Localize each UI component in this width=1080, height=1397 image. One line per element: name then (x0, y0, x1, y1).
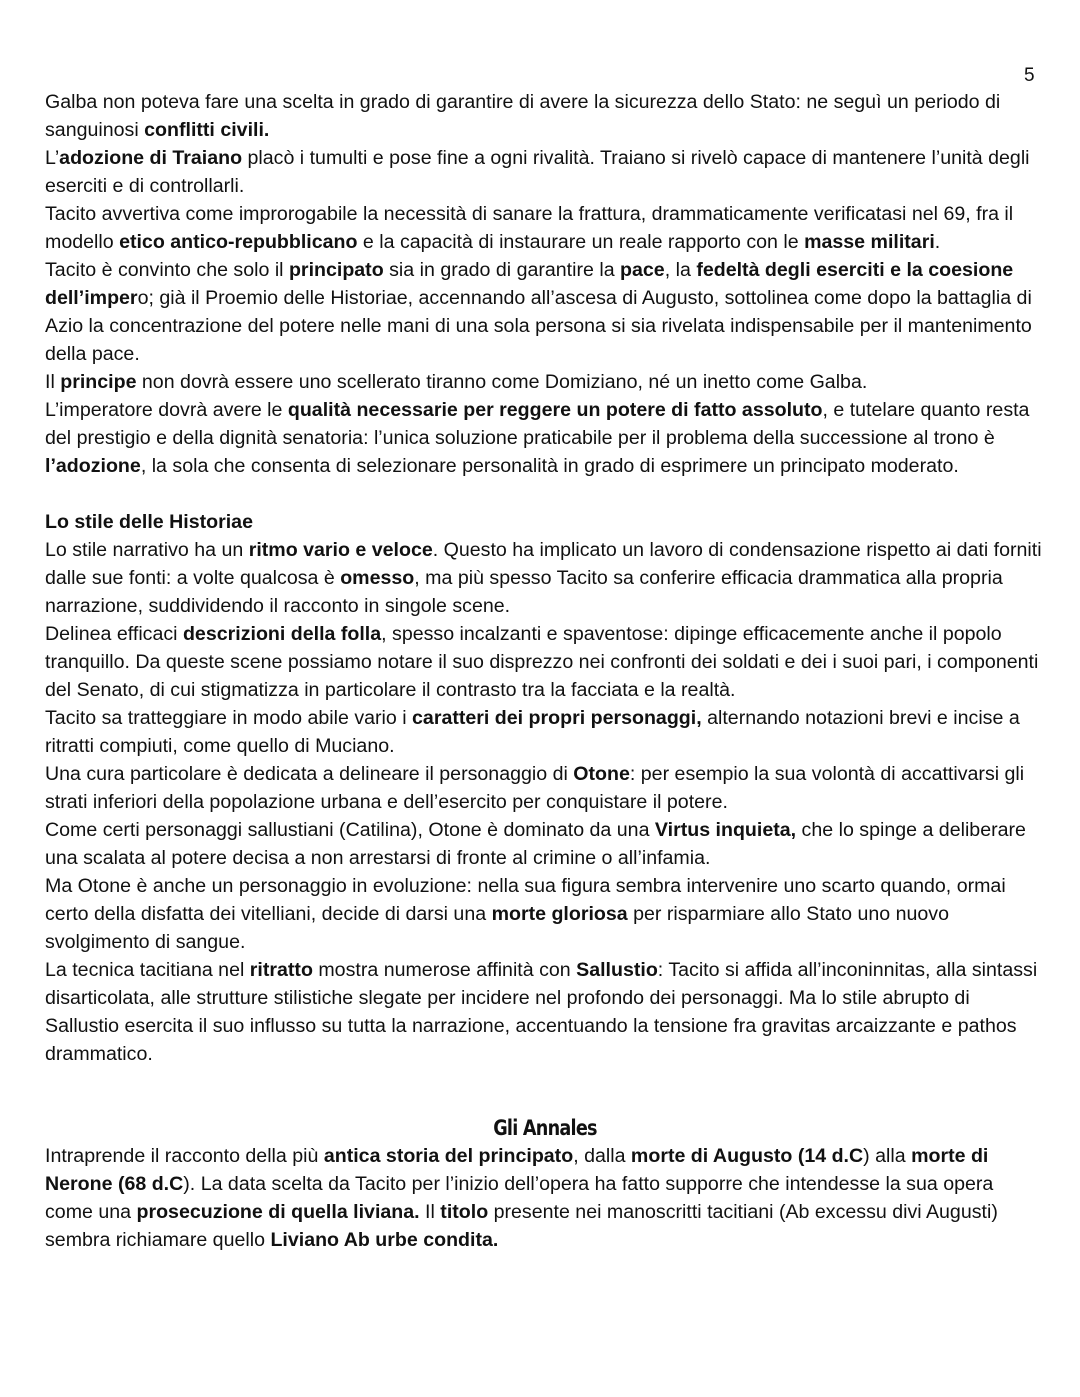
paragraph-annales: Intraprende il racconto della più antica storia del principato, dalla morte di Augusto (14 d.C) alla morte di Nerone (68 d.C). La data scelta da Tacito per l’inizio dell’opera ha fatto supporre che intendesse la sua opera come una prosecuzione di quella liviana. Il titolo presente nei manoscritti tacitiani (Ab excessu divi Augusti) sembra richiamare quello Liviano Ab urbe condita. (45, 1145, 998, 1251)
bold-text: morte gloriosa (491, 903, 628, 925)
paragraph-evoluzione: Ma Otone è anche un personaggio in evoluzione: nella sua figura sembra intervenire uno scarto quando, ormai certo della disfatta dei vitelliani, decide di darsi una morte gloriosa per risparmiare allo Stato uno nuovo svolgimento di sangue. (45, 875, 1006, 953)
bold-text: titolo (440, 1201, 489, 1223)
bold-text: ritratto (249, 959, 313, 981)
paragraph-ritratto: La tecnica tacitiana nel ritratto mostra numerose affinità con Sallustio: Tacito si affida all’inconinnitas, alla sintassi disarticolata, alle strutture stilistiche slegate per incidere nel profondo dei personaggi. Ma lo stile abrupto di Sallustio esercita il suo influsso su tutta la narrazione, accentuando la tensione fra gravitas arcaizzante e pathos drammatico. (45, 959, 1038, 1065)
bold-text: conflitti civili. (144, 119, 270, 141)
bold-text: principe (60, 371, 137, 393)
paragraph-principato: Tacito è convinto che solo il principato sia in grado di garantire la pace, la fedeltà degli eserciti e la coesione dell’impero; già il Proemio delle Historiae, accennando all’ascesa di Augusto, sottolinea come dopo la battaglia di Azio la concentrazione del potere nelle mani di una sola persona si sia rivelata indispensabile per il mantenimento della pace. (45, 259, 1032, 365)
spacer (45, 480, 1045, 508)
bold-text: principato (288, 259, 384, 281)
bold-text: descrizioni della folla (182, 623, 382, 645)
paragraph-stile-narrativo: Lo stile narrativo ha un ritmo vario e veloce. Questo ha implicato un lavoro di condensazione rispetto ai dati forniti dalle sue fonti: a volte qualcosa è omesso, ma più spesso Tacito sa conferire efficacia drammatica alla propria narrazione, suddividendo il racconto in singole scene. (45, 539, 1042, 617)
bold-text: Virtus inquieta, (654, 819, 797, 841)
paragraph-frattura: Tacito avvertiva come improrogabile la necessità di sanare la frattura, drammaticamente verificatasi nel 69, fra il modello etico antico-repubblicano e la capacità di instaurare un reale rapporto con le masse militari. (45, 203, 1014, 253)
bold-text: etico antico-repubblicano (119, 231, 358, 253)
paragraph-principe: Il principe non dovrà essere uno scellerato tiranno come Domiziano, né un inetto come Galba. (45, 371, 868, 393)
bold-text: caratteri dei propri personaggi, (412, 707, 702, 729)
bold-text: Liviano Ab urbe condita. (270, 1229, 499, 1251)
bold-text: Sallustio (576, 959, 658, 981)
paragraph-galba: Galba non poteva fare una scelta in grado di garantire di avere la sicurezza dello Stato: ne seguì un periodo di sanguinosi conflitti civili. (45, 91, 1001, 141)
bold-text: l’adozione (45, 455, 141, 477)
bold-text: adozione di Traiano (59, 147, 243, 169)
page-number: 5 (1024, 65, 1035, 86)
paragraph-imperatore: L’imperatore dovrà avere le qualità necessarie per reggere un potere di fatto assoluto, e tutelare quanto resta del prestigio e della dignità senatoria: l’unica soluzione praticabile per il problema della successione al trono è l’adozione, la sola che consenta di selezionare personalità in grado di esprimere un principato moderato. (45, 399, 1030, 477)
bold-text: morte di Augusto (14 d.C (630, 1145, 864, 1167)
bold-text: masse militari (804, 231, 935, 253)
section-heading-historiae-style: Lo stile delle Historiae (45, 511, 253, 533)
paragraph-traiano: L’adozione di Traiano placò i tumulti e pose fine a ogni rivalità. Traiano si rivelò capace di mantenere l’unità degli eserciti e di controllarli. (45, 147, 1030, 197)
bold-text: omesso (340, 567, 415, 589)
section-title-annales: Gli Annales (493, 1116, 597, 1140)
paragraph-folla: Delinea efficaci descrizioni della folla, spesso incalzanti e spaventose: dipinge efficacemente anche il popolo tranquillo. Da queste scene possiamo notare il suo disprezzo nei confronti dei soldati e dei i suoi pari, i componenti del Senato, di cui stigmatizza in particolare il contrasto tra la facciata e la realtà. (45, 623, 1039, 701)
bold-text: ritmo vario e veloce (248, 539, 433, 561)
document-body (45, 88, 1045, 1254)
bold-text: fedeltà degli eserciti e la coesione dell’imper (45, 259, 1014, 309)
paragraph-virtus: Come certi personaggi sallustiani (Catilina), Otone è dominato da una Virtus inquieta, che lo spinge a deliberare una scalata al potere decisa a non arrestarsi di fronte al crimine o all’infamia. (45, 819, 1026, 869)
bold-text: qualità necessarie per reggere un potere di fatto assoluto (287, 399, 823, 421)
paragraph-caratteri: Tacito sa tratteggiare in modo abile vario i caratteri dei propri personaggi, alternando notazioni brevi e incise a ritratti compiuti, come quello di Muciano. (45, 707, 1020, 757)
bold-text: antica storia del principato (323, 1145, 574, 1167)
bold-text: pace (620, 259, 665, 281)
bold-text: morte di Nerone (68 d.C (45, 1145, 989, 1195)
bold-text: prosecuzione di quella liviana. (136, 1201, 420, 1223)
paragraph-otone: Una cura particolare è dedicata a delineare il personaggio di Otone: per esempio la sua volontà di accattivarsi gli strati inferiori della popolazione urbana e dell’esercito per conquistare il potere. (45, 763, 1025, 813)
bold-text: Otone (573, 763, 630, 785)
